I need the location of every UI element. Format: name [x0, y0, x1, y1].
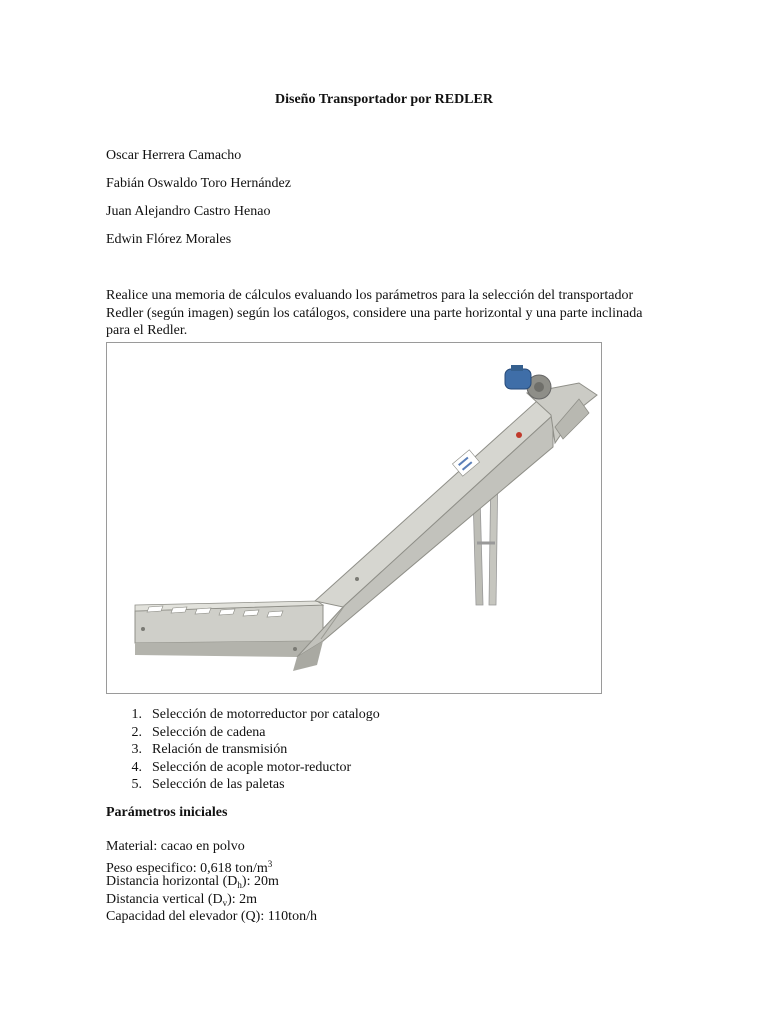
param-capacidad: Capacidad del elevador (Q): 110ton/h — [106, 909, 317, 924]
steps-list — [106, 706, 380, 794]
param-peso-especifico: Peso especifico: 0,618 ton/$m^3$ — [106, 858, 273, 876]
list-item: 1. Selección de motorreductor por catalogo — [131, 707, 380, 722]
list-item: 3. Relación de transmisión — [131, 742, 288, 757]
motor-icon — [505, 365, 531, 389]
author-4: Edwin Flórez Morales — [106, 232, 232, 247]
list-item: 4. Selección de acople motor-reductor — [131, 759, 352, 775]
param-material: Material: cacao en polvo — [106, 839, 245, 854]
param-distancia-vertical: Distancia vertical $(D_v)$: 2m — [106, 891, 258, 908]
author-1: Oscar Herrera Camacho — [106, 148, 242, 163]
conveyor-illustration — [107, 343, 601, 693]
intro-paragraph: Realice una memoria de cálculos evaluando los parámetros para la selección del transportador Redler (según imagen) según los catálogos, considere una parte horizontal y una parte inclinada para el Redler. — [106, 288, 643, 338]
section-title: Parámetros iniciales — [106, 805, 228, 820]
parameters-block — [106, 838, 317, 926]
inclined-section — [293, 401, 553, 671]
list-item: 5. Selección de las paletas — [131, 777, 285, 792]
author-2: Fabián Oswaldo Toro Hernández — [106, 176, 291, 191]
param-distancia-horizontal: Distancia horizontal $(D_h)$: 20m — [106, 874, 279, 890]
author-3: Juan Alejandro Castro Henao — [106, 204, 271, 219]
document-title: Diseño Transportador por REDLER — [275, 92, 493, 107]
redler-conveyor-image — [106, 342, 602, 694]
list-item: 2. Selección de cadena — [131, 724, 266, 740]
